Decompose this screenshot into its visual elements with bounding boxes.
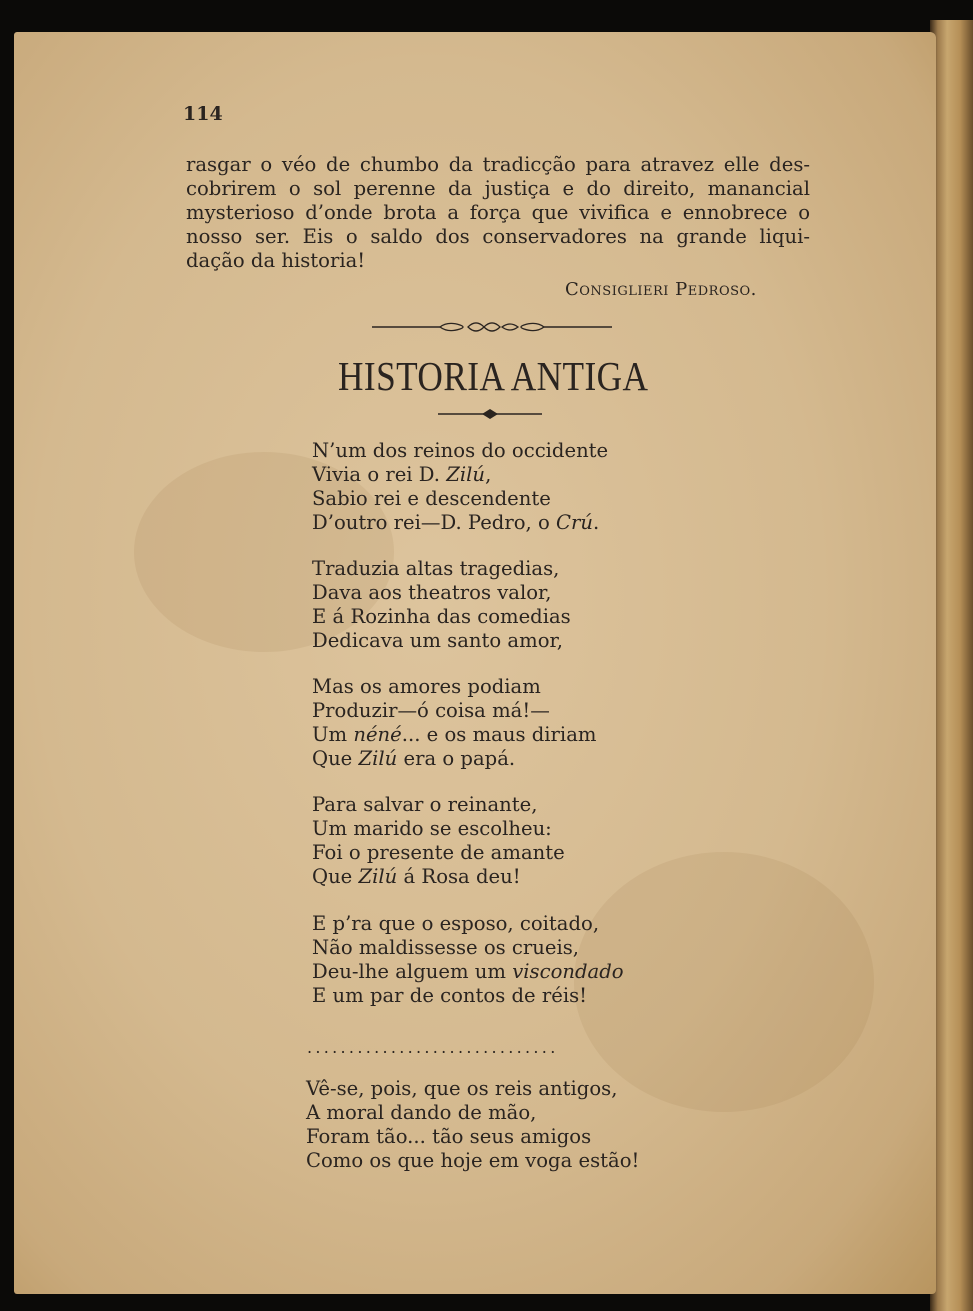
prose-line: cobrirem o sol perenne da justiça e do direito, manancial xyxy=(186,177,810,200)
verse-line: Que Zilú era o papá. xyxy=(312,747,516,770)
author-signature: Consiglieri Pedroso. xyxy=(565,279,757,300)
prose-line: rasgar o véo de chumbo da tradicção para atravez elle des- xyxy=(186,153,810,176)
dotted-separator: .............................. xyxy=(307,1038,559,1057)
diamond-rule-icon xyxy=(438,404,542,424)
verse-line: Traduzia altas tragedias, xyxy=(312,557,560,580)
verse-line: Foi o presente de amante xyxy=(312,841,565,864)
verse-line: Foram tão... tão seus amigos xyxy=(306,1125,592,1148)
verse-line: Mas os amores podiam xyxy=(312,675,541,698)
verse-line: Dedicava um santo amor, xyxy=(312,629,563,652)
verse-line: Produzir—ó coisa má!— xyxy=(312,699,550,722)
verse-line: Um néné... e os maus diriam xyxy=(312,723,597,746)
stanza xyxy=(312,912,624,1008)
verse-line: E á Rozinha das comedias xyxy=(312,605,571,628)
prose-line: nosso ser. Eis o saldo dos conservadores na grande liqui- xyxy=(186,225,810,248)
poem-title: HISTORIA ANTIGA xyxy=(338,353,649,399)
stanza xyxy=(306,1077,639,1173)
prose-line: dação da historia! xyxy=(186,249,366,272)
stanza xyxy=(312,557,571,653)
verse-line: N’um dos reinos do occidente xyxy=(312,439,609,462)
verse-line: Que Zilú á Rosa deu! xyxy=(312,865,521,888)
prose-paragraph xyxy=(186,153,810,273)
stanza xyxy=(312,439,608,535)
verse-line: D’outro rei—D. Pedro, o Crú. xyxy=(312,511,600,534)
verse-line: E p’ra que o esposo, coitado, xyxy=(312,912,600,935)
verse-line: Deu-lhe alguem um viscondado xyxy=(312,960,624,983)
verse-line: Vê-se, pois, que os reis antigos, xyxy=(306,1077,618,1100)
verse-line: Um marido se escolheu: xyxy=(312,817,552,840)
verse-line: A moral dando de mão, xyxy=(306,1101,537,1124)
verse-line: Não maldissesse os crueis, xyxy=(312,936,580,959)
ornamental-rule-icon xyxy=(372,317,612,337)
stanza xyxy=(312,793,565,889)
prose-line: mysterioso d’onde brota a força que vivifica e ennobrece o xyxy=(186,201,810,224)
page-number: 114 xyxy=(183,103,223,125)
verse-line: Sabio rei e descendente xyxy=(312,487,551,510)
verse-line: Para salvar o reinante, xyxy=(312,793,538,816)
verse-line: Como os que hoje em voga estão! xyxy=(306,1149,640,1172)
verse-line: Dava aos theatros valor, xyxy=(312,581,552,604)
verse-line: Vivia o rei D. Zilú, xyxy=(312,463,492,486)
verse-line: E um par de contos de réis! xyxy=(312,984,588,1007)
page-edge-right xyxy=(930,20,973,1311)
stanza xyxy=(312,675,596,771)
